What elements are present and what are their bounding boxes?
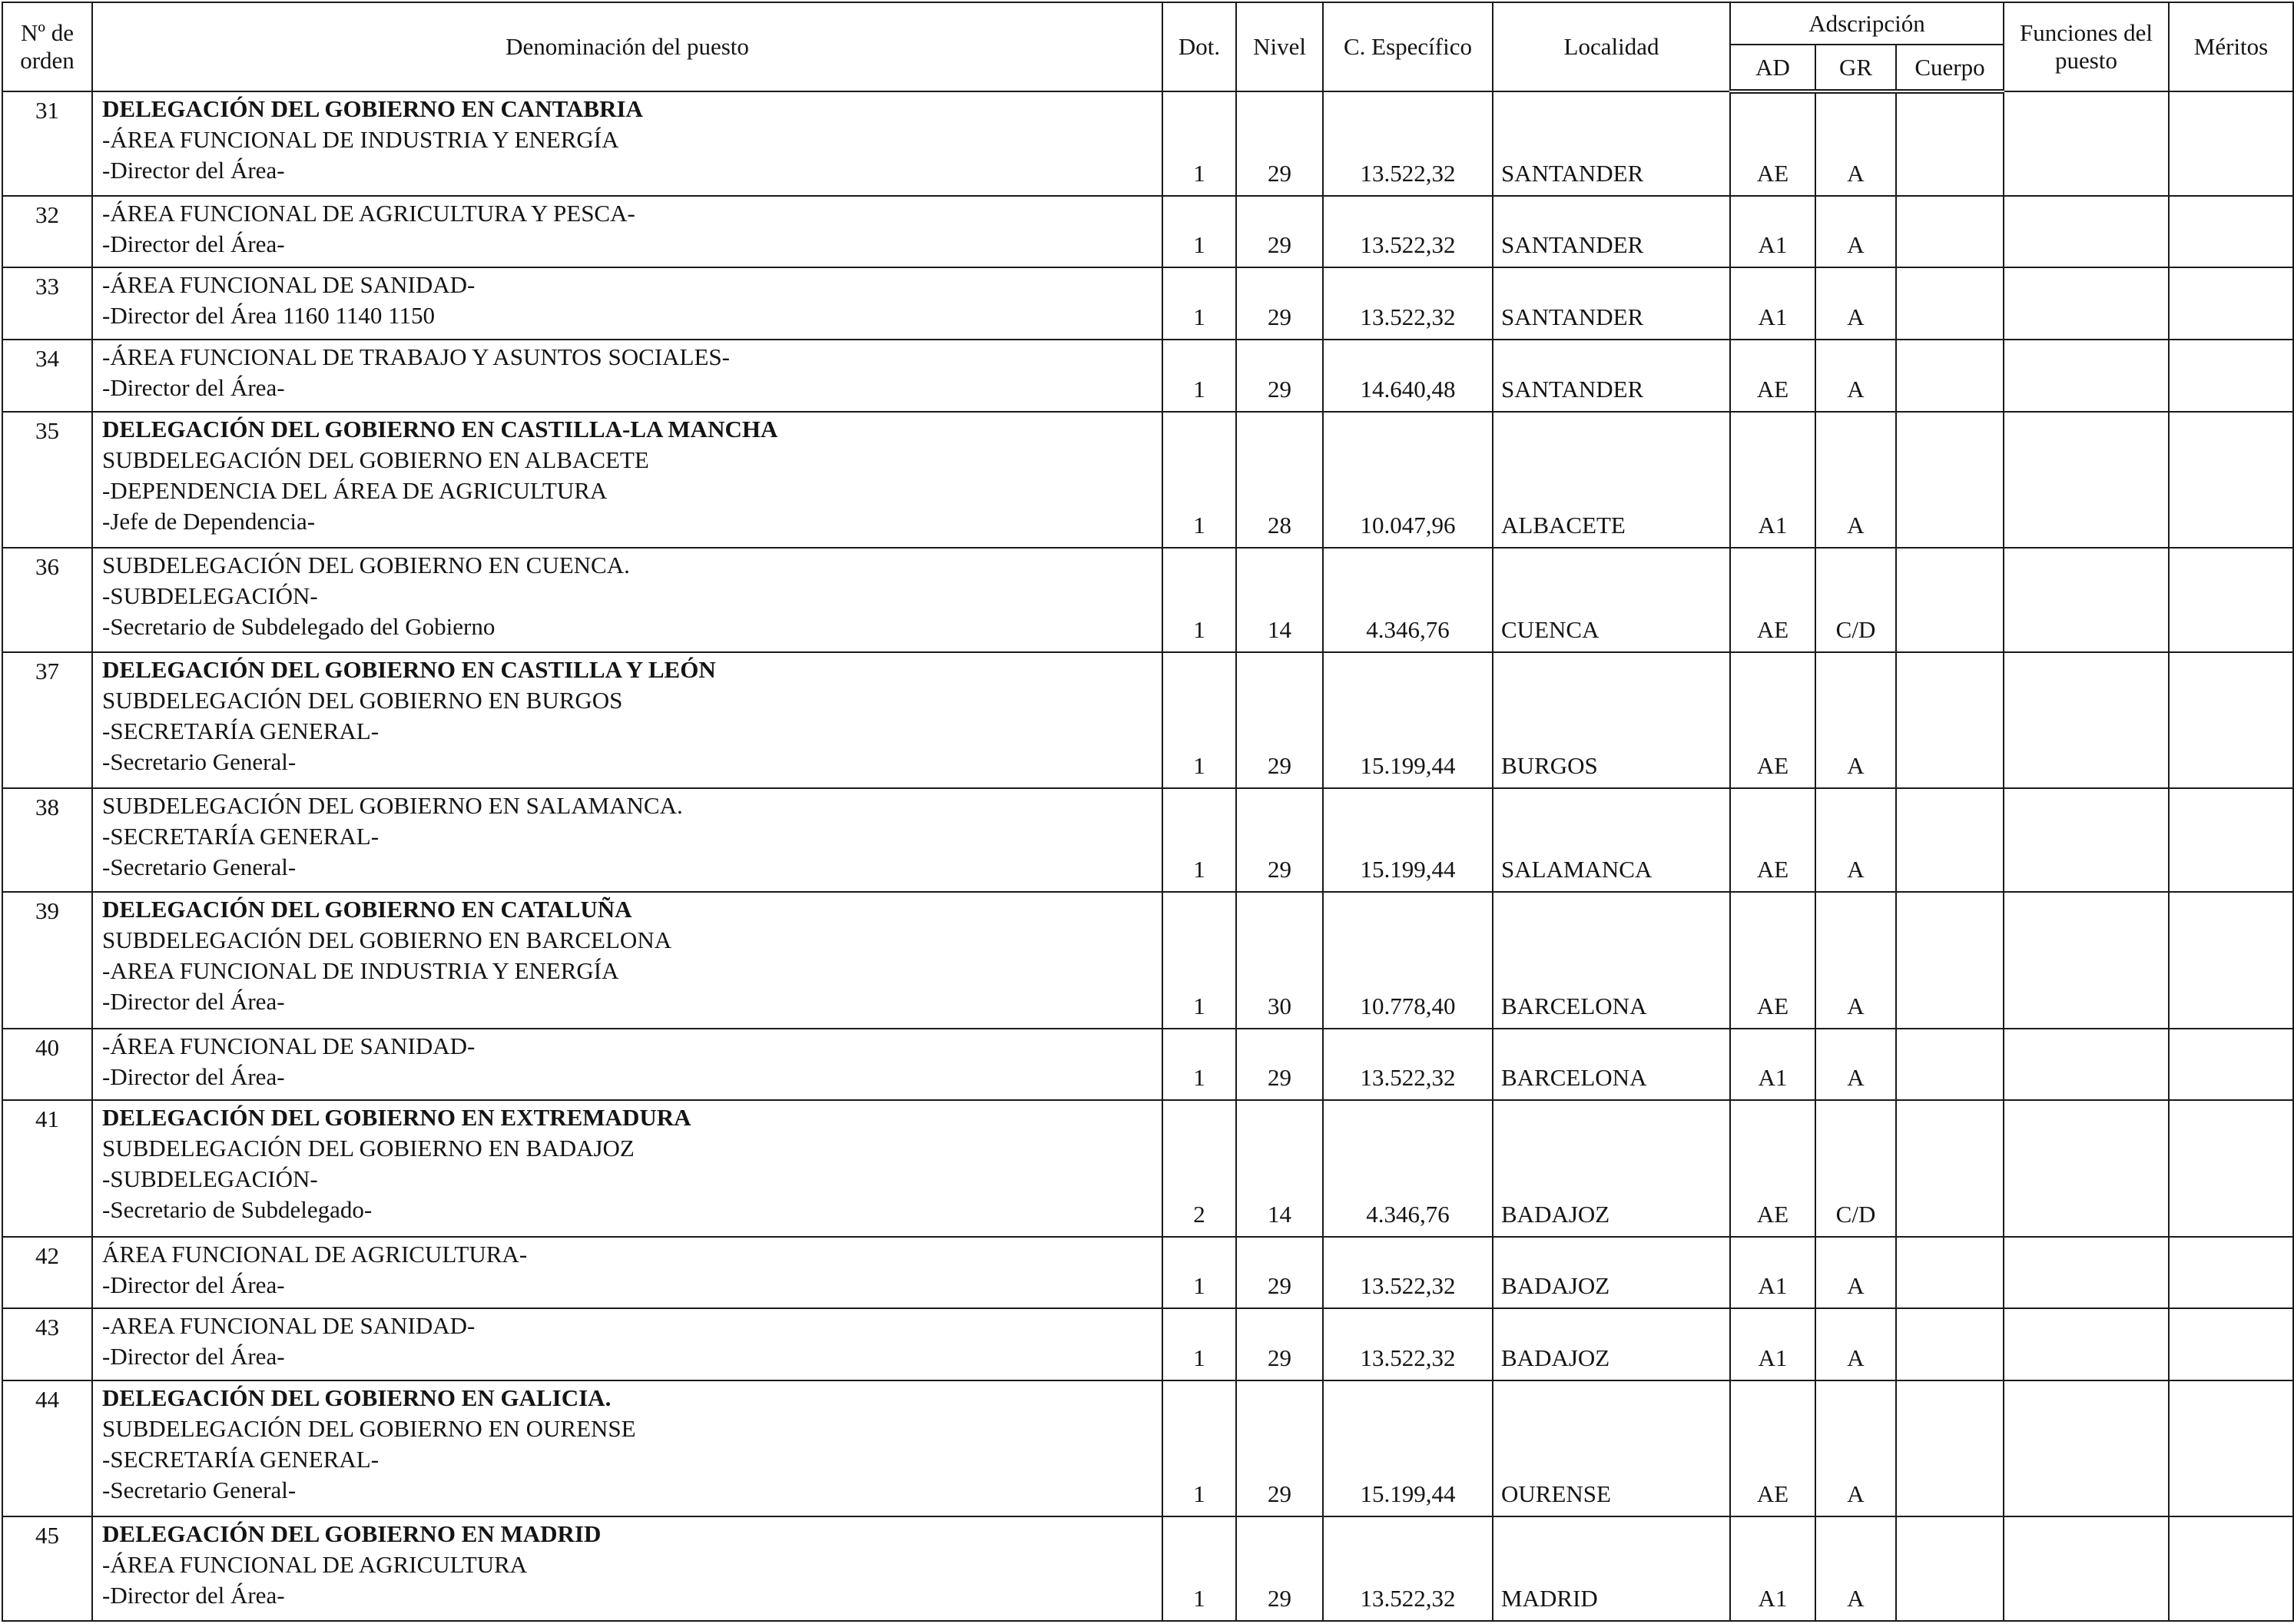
table-row xyxy=(2,652,2293,788)
dot-cell: 1 xyxy=(1162,892,1236,1028)
funciones-cell xyxy=(2004,1308,2169,1380)
table-row xyxy=(2,1029,2293,1101)
ad-cell: AE xyxy=(1730,1100,1815,1236)
meritos-cell xyxy=(2169,1237,2293,1309)
localidad-cell: SANTANDER xyxy=(1493,340,1730,412)
nivel-cell: 29 xyxy=(1236,91,1323,196)
especifico-cell: 13.522,32 xyxy=(1323,1516,1493,1621)
delegacion-heading: DELEGACIÓN DEL GOBIERNO EN CATALUÑA xyxy=(102,896,632,923)
denominacion-line: -Director del Área- xyxy=(102,230,285,257)
dot-cell: 1 xyxy=(1162,1308,1236,1380)
nivel-cell: 29 xyxy=(1236,196,1323,268)
orden-cell: 36 xyxy=(2,548,92,652)
denominacion-line: -Director del Área- xyxy=(102,1343,285,1370)
table-row xyxy=(2,91,2293,196)
localidad-cell: CUENCA xyxy=(1493,548,1730,652)
funciones-cell xyxy=(2004,1237,2169,1309)
ad-cell: AE xyxy=(1730,1380,1815,1516)
table-row xyxy=(2,1308,2293,1380)
ad-cell: A1 xyxy=(1730,1029,1815,1101)
denominacion-line: -Secretario de Subdelegado del Gobierno xyxy=(102,613,496,641)
nivel-cell: 29 xyxy=(1236,652,1323,788)
gr-cell: A xyxy=(1815,1029,1896,1101)
header-dot: Dot. xyxy=(1162,2,1236,91)
funciones-cell xyxy=(2004,788,2169,893)
header-nivel: Nivel xyxy=(1236,2,1323,91)
localidad-cell: BADAJOZ xyxy=(1493,1308,1730,1380)
gr-cell: A xyxy=(1815,412,1896,548)
orden-cell: 45 xyxy=(2,1516,92,1621)
table-body xyxy=(2,91,2293,1621)
ad-cell: AE xyxy=(1730,652,1815,788)
denominacion-line: -Director del Área- xyxy=(102,1582,285,1609)
gr-cell: A xyxy=(1815,1237,1896,1309)
funciones-cell xyxy=(2004,1100,2169,1236)
denominacion-line: -DEPENDENCIA DEL ÁREA DE AGRICULTURA xyxy=(102,476,608,504)
gr-cell: A xyxy=(1815,1380,1896,1516)
cuerpo-cell xyxy=(1896,340,2004,412)
denominacion-cell xyxy=(92,548,1162,652)
dot-cell: 1 xyxy=(1162,412,1236,548)
header-especifico: C. Específico xyxy=(1323,2,1493,91)
ad-cell: A1 xyxy=(1730,1237,1815,1309)
cuerpo-cell xyxy=(1896,652,2004,788)
gr-cell: A xyxy=(1815,340,1896,412)
meritos-cell xyxy=(2169,1100,2293,1236)
table-row xyxy=(2,1516,2293,1621)
delegacion-heading: DELEGACIÓN DEL GOBIERNO EN EXTREMADURA xyxy=(102,1104,691,1132)
table-header xyxy=(2,2,2293,91)
denominacion-line: -ÁREA FUNCIONAL DE TRABAJO Y ASUNTOS SOCIALES- xyxy=(102,343,730,371)
delegacion-heading: DELEGACIÓN DEL GOBIERNO EN GALICIA. xyxy=(102,1384,612,1412)
table-row xyxy=(2,788,2293,893)
denominacion-cell xyxy=(92,892,1162,1028)
funciones-cell xyxy=(2004,196,2169,268)
especifico-cell: 4.346,76 xyxy=(1323,1100,1493,1236)
localidad-cell: SANTANDER xyxy=(1493,91,1730,196)
denominacion-line: SUBDELEGACIÓN DEL GOBIERNO EN CUENCA. xyxy=(102,552,630,579)
orden-cell: 43 xyxy=(2,1308,92,1380)
funciones-cell xyxy=(2004,1029,2169,1101)
especifico-cell: 10.778,40 xyxy=(1323,892,1493,1028)
header-cuerpo: Cuerpo xyxy=(1896,45,2004,91)
denominacion-line: -Jefe de Dependencia- xyxy=(102,507,316,535)
denominacion-line: SUBDELEGACIÓN DEL GOBIERNO EN ALBACETE xyxy=(102,446,649,473)
denominacion-line: -SECRETARÍA GENERAL- xyxy=(102,717,380,744)
denominacion-line: -Director del Área- xyxy=(102,157,285,184)
dot-cell: 1 xyxy=(1162,1029,1236,1101)
cuerpo-cell xyxy=(1896,1100,2004,1236)
gr-cell: A xyxy=(1815,1516,1896,1621)
cuerpo-cell xyxy=(1896,196,2004,268)
dot-cell: 1 xyxy=(1162,1380,1236,1516)
funciones-cell xyxy=(2004,1380,2169,1516)
especifico-cell: 14.640,48 xyxy=(1323,340,1493,412)
meritos-cell xyxy=(2169,412,2293,548)
meritos-cell xyxy=(2169,196,2293,268)
cuerpo-cell xyxy=(1896,1308,2004,1380)
header-ad: AD xyxy=(1730,45,1815,91)
meritos-cell xyxy=(2169,1029,2293,1101)
cuerpo-cell xyxy=(1896,1237,2004,1309)
table-row xyxy=(2,548,2293,652)
denominacion-line: -SUBDELEGACIÓN- xyxy=(102,582,318,610)
orden-cell: 38 xyxy=(2,788,92,893)
denominacion-line: -SECRETARÍA GENERAL- xyxy=(102,1446,380,1473)
gr-cell: C/D xyxy=(1815,548,1896,652)
ad-cell: AE xyxy=(1730,892,1815,1028)
denominacion-line: -Secretario de Subdelegado- xyxy=(102,1196,373,1224)
header-gr: GR xyxy=(1815,45,1896,91)
nivel-cell: 29 xyxy=(1236,1308,1323,1380)
funciones-cell xyxy=(2004,340,2169,412)
denominacion-cell xyxy=(92,1237,1162,1309)
denominacion-line: -ÁREA FUNCIONAL DE SANIDAD- xyxy=(102,271,476,299)
denominacion-line: -ÁREA FUNCIONAL DE INDUSTRIA Y ENERGÍA xyxy=(102,126,619,153)
orden-cell: 34 xyxy=(2,340,92,412)
dot-cell: 1 xyxy=(1162,340,1236,412)
orden-cell: 40 xyxy=(2,1029,92,1101)
table-row xyxy=(2,196,2293,268)
dot-cell: 1 xyxy=(1162,652,1236,788)
denominacion-line: -AREA FUNCIONAL DE SANIDAD- xyxy=(102,1312,476,1340)
meritos-cell xyxy=(2169,652,2293,788)
gr-cell: A xyxy=(1815,196,1896,268)
ad-cell: A1 xyxy=(1730,1308,1815,1380)
cuerpo-cell xyxy=(1896,1380,2004,1516)
dot-cell: 2 xyxy=(1162,1100,1236,1236)
cuerpo-cell xyxy=(1896,1029,2004,1101)
gr-cell: A xyxy=(1815,91,1896,196)
denominacion-line: -Secretario General- xyxy=(102,853,297,880)
especifico-cell: 13.522,32 xyxy=(1323,1308,1493,1380)
denominacion-cell xyxy=(92,788,1162,893)
denominacion-cell xyxy=(92,1516,1162,1621)
nivel-cell: 14 xyxy=(1236,548,1323,652)
funciones-cell xyxy=(2004,1516,2169,1621)
ad-cell: A1 xyxy=(1730,412,1815,548)
denominacion-cell xyxy=(92,1029,1162,1101)
orden-cell: 37 xyxy=(2,652,92,788)
cuerpo-cell xyxy=(1896,788,2004,893)
table-row xyxy=(2,267,2293,340)
especifico-cell: 13.522,32 xyxy=(1323,91,1493,196)
denominacion-cell xyxy=(92,652,1162,788)
dot-cell: 1 xyxy=(1162,91,1236,196)
orden-cell: 42 xyxy=(2,1237,92,1309)
orden-cell: 41 xyxy=(2,1100,92,1236)
header-meritos: Méritos xyxy=(2169,2,2293,91)
cuerpo-cell xyxy=(1896,1516,2004,1621)
denominacion-line: SUBDELEGACIÓN DEL GOBIERNO EN OURENSE xyxy=(102,1415,636,1443)
nivel-cell: 29 xyxy=(1236,1237,1323,1309)
orden-cell: 44 xyxy=(2,1380,92,1516)
gr-cell: A xyxy=(1815,267,1896,340)
orden-cell: 35 xyxy=(2,412,92,548)
nivel-cell: 29 xyxy=(1236,1029,1323,1101)
nivel-cell: 28 xyxy=(1236,412,1323,548)
cuerpo-cell xyxy=(1896,267,2004,340)
orden-cell: 32 xyxy=(2,196,92,268)
meritos-cell xyxy=(2169,91,2293,196)
table-row xyxy=(2,412,2293,548)
localidad-cell: BARCELONA xyxy=(1493,892,1730,1028)
denominacion-line: -ÁREA FUNCIONAL DE AGRICULTURA xyxy=(102,1551,528,1579)
ad-cell: A1 xyxy=(1730,267,1815,340)
localidad-cell: BARCELONA xyxy=(1493,1029,1730,1101)
meritos-cell xyxy=(2169,1308,2293,1380)
delegacion-heading: DELEGACIÓN DEL GOBIERNO EN MADRID xyxy=(102,1520,602,1548)
denominacion-line: -Director del Área- xyxy=(102,1062,285,1090)
ad-cell: A1 xyxy=(1730,196,1815,268)
denominacion-line: -Secretario General- xyxy=(102,747,297,775)
nivel-cell: 29 xyxy=(1236,788,1323,893)
funciones-cell xyxy=(2004,412,2169,548)
denominacion-line: -Director del Área 1160 1140 1150 xyxy=(102,302,436,330)
denominacion-line: -ÁREA FUNCIONAL DE AGRICULTURA Y PESCA- xyxy=(102,199,635,227)
especifico-cell: 13.522,32 xyxy=(1323,1237,1493,1309)
delegacion-heading: DELEGACIÓN DEL GOBIERNO EN CASTILLA-LA MANCHA xyxy=(102,415,778,442)
nivel-cell: 29 xyxy=(1236,340,1323,412)
denominacion-cell xyxy=(92,196,1162,268)
nivel-cell: 29 xyxy=(1236,267,1323,340)
localidad-cell: OURENSE xyxy=(1493,1380,1730,1516)
denominacion-line: -ÁREA FUNCIONAL DE SANIDAD- xyxy=(102,1032,476,1059)
especifico-cell: 15.199,44 xyxy=(1323,1380,1493,1516)
localidad-cell: ALBACETE xyxy=(1493,412,1730,548)
meritos-cell xyxy=(2169,340,2293,412)
table-row xyxy=(2,1380,2293,1516)
header-localidad: Localidad xyxy=(1493,2,1730,91)
denominacion-cell xyxy=(92,1100,1162,1236)
denominacion-cell xyxy=(92,267,1162,340)
nivel-cell: 29 xyxy=(1236,1516,1323,1621)
denominacion-line: -Director del Área- xyxy=(102,374,285,402)
dot-cell: 1 xyxy=(1162,196,1236,268)
nivel-cell: 30 xyxy=(1236,892,1323,1028)
orden-cell: 31 xyxy=(2,91,92,196)
gr-cell: A xyxy=(1815,1308,1896,1380)
denominacion-line: -SECRETARÍA GENERAL- xyxy=(102,822,380,850)
dot-cell: 1 xyxy=(1162,788,1236,893)
denominacion-cell xyxy=(92,340,1162,412)
especifico-cell: 15.199,44 xyxy=(1323,652,1493,788)
meritos-cell xyxy=(2169,892,2293,1028)
denominacion-cell xyxy=(92,1380,1162,1516)
dot-cell: 1 xyxy=(1162,1516,1236,1621)
ad-cell: AE xyxy=(1730,788,1815,893)
dot-cell: 1 xyxy=(1162,548,1236,652)
ad-cell: AE xyxy=(1730,91,1815,196)
header-orden: Nº de orden xyxy=(2,2,92,91)
denominacion-line: ÁREA FUNCIONAL DE AGRICULTURA- xyxy=(102,1240,528,1268)
delegacion-heading: DELEGACIÓN DEL GOBIERNO EN CASTILLA Y LEÓN xyxy=(102,655,716,683)
denominacion-line: SUBDELEGACIÓN DEL GOBIERNO EN BADAJOZ xyxy=(102,1135,635,1162)
meritos-cell xyxy=(2169,548,2293,652)
cuerpo-cell xyxy=(1896,548,2004,652)
especifico-cell: 13.522,32 xyxy=(1323,267,1493,340)
denominacion-line: -Secretario General- xyxy=(102,1477,297,1504)
ad-cell: A1 xyxy=(1730,1516,1815,1621)
header-denominacion: Denominación del puesto xyxy=(92,2,1162,91)
localidad-cell: SALAMANCA xyxy=(1493,788,1730,893)
table-row xyxy=(2,1237,2293,1309)
gr-cell: A xyxy=(1815,652,1896,788)
orden-cell: 39 xyxy=(2,892,92,1028)
meritos-cell xyxy=(2169,788,2293,893)
denominacion-line: -Director del Área- xyxy=(102,988,285,1016)
funciones-cell xyxy=(2004,548,2169,652)
meritos-cell xyxy=(2169,1380,2293,1516)
orden-cell: 33 xyxy=(2,267,92,340)
localidad-cell: BADAJOZ xyxy=(1493,1100,1730,1236)
denominacion-line: SUBDELEGACIÓN DEL GOBIERNO EN BARCELONA xyxy=(102,926,672,954)
denominacion-line: -SUBDELEGACIÓN- xyxy=(102,1165,318,1193)
localidad-cell: SANTANDER xyxy=(1493,196,1730,268)
gr-cell: C/D xyxy=(1815,1100,1896,1236)
funciones-cell xyxy=(2004,267,2169,340)
especifico-cell: 10.047,96 xyxy=(1323,412,1493,548)
especifico-cell: 4.346,76 xyxy=(1323,548,1493,652)
ad-cell: AE xyxy=(1730,340,1815,412)
table-row xyxy=(2,892,2293,1028)
nivel-cell: 14 xyxy=(1236,1100,1323,1236)
denominacion-cell xyxy=(92,412,1162,548)
denominacion-cell xyxy=(92,91,1162,196)
meritos-cell xyxy=(2169,1516,2293,1621)
localidad-cell: BURGOS xyxy=(1493,652,1730,788)
localidad-cell: BADAJOZ xyxy=(1493,1237,1730,1309)
table-row xyxy=(2,1100,2293,1236)
dot-cell: 1 xyxy=(1162,1237,1236,1309)
cuerpo-cell xyxy=(1896,892,2004,1028)
header-adscripcion: Adscripción xyxy=(1730,2,2004,45)
cuerpo-cell xyxy=(1896,412,2004,548)
especifico-cell: 13.522,32 xyxy=(1323,196,1493,268)
especifico-cell: 15.199,44 xyxy=(1323,788,1493,893)
denominacion-line: SUBDELEGACIÓN DEL GOBIERNO EN SALAMANCA. xyxy=(102,791,683,819)
gr-cell: A xyxy=(1815,892,1896,1028)
funciones-cell xyxy=(2004,652,2169,788)
denominacion-line: -Director del Área- xyxy=(102,1271,285,1298)
plazas-table xyxy=(2,2,2294,1622)
meritos-cell xyxy=(2169,267,2293,340)
gr-cell: A xyxy=(1815,788,1896,893)
nivel-cell: 29 xyxy=(1236,1380,1323,1516)
funciones-cell xyxy=(2004,91,2169,196)
delegacion-heading: DELEGACIÓN DEL GOBIERNO EN CANTABRIA xyxy=(102,95,643,122)
funciones-cell xyxy=(2004,892,2169,1028)
dot-cell: 1 xyxy=(1162,267,1236,340)
table-row xyxy=(2,340,2293,412)
especifico-cell: 13.522,32 xyxy=(1323,1029,1493,1101)
denominacion-line: SUBDELEGACIÓN DEL GOBIERNO EN BURGOS xyxy=(102,686,623,714)
denominacion-cell xyxy=(92,1308,1162,1380)
header-funciones: Funciones del puesto xyxy=(2004,2,2169,91)
denominacion-line: -AREA FUNCIONAL DE INDUSTRIA Y ENERGÍA xyxy=(102,957,619,985)
localidad-cell: MADRID xyxy=(1493,1516,1730,1621)
ad-cell: AE xyxy=(1730,548,1815,652)
cuerpo-cell xyxy=(1896,91,2004,196)
localidad-cell: SANTANDER xyxy=(1493,267,1730,340)
